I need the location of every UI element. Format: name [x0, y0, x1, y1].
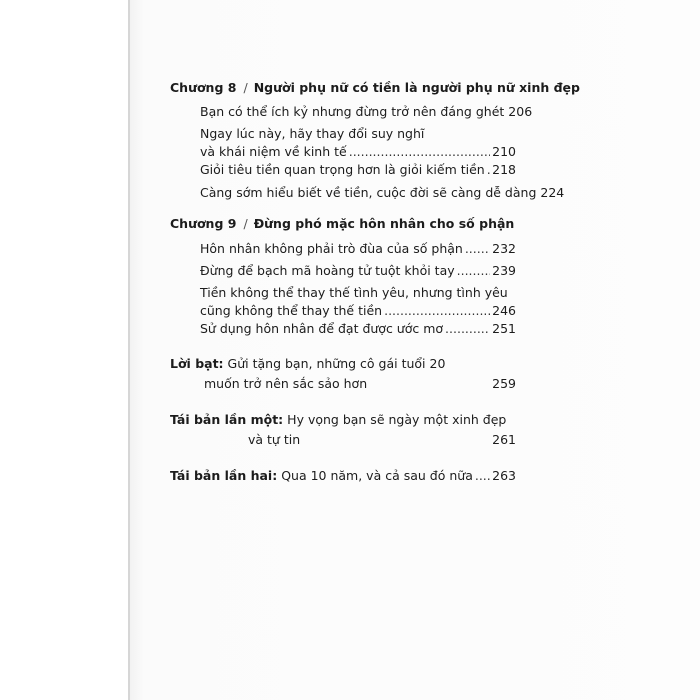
- section-label: Lời bạt:: [170, 356, 224, 371]
- chapter-heading: [170, 216, 514, 231]
- dot-leader: [487, 161, 490, 179]
- toc-entry: [200, 103, 533, 121]
- toc-entry: [200, 240, 516, 258]
- section-text: Gửi tặng bạn, những cô gái tuổi 20: [227, 356, 446, 371]
- page-number: 261: [492, 432, 516, 447]
- page-number: 206: [508, 104, 533, 119]
- entry-title: Đừng để bạch mã hoàng tử tuột khỏi tay: [200, 263, 455, 278]
- entry-title-line: Tiền không thể thay thế tình yêu, nhưng tình yêu: [200, 285, 508, 300]
- page-number: 251: [492, 321, 516, 336]
- entry-title-line: và khái niệm về kinh tế: [200, 144, 347, 159]
- section-label: Tái bản lần một:: [170, 412, 284, 427]
- slash-divider: /: [243, 80, 248, 95]
- page-number: 210: [492, 144, 516, 159]
- toc-section: [170, 466, 516, 486]
- toc-entry: [200, 184, 565, 202]
- chapter-heading: [170, 80, 580, 95]
- dot-leader: [384, 302, 490, 320]
- page-number: 218: [492, 162, 516, 177]
- toc-entry: [200, 284, 516, 320]
- entry-title-line: cũng không thể thay thế tiền: [200, 303, 383, 318]
- entry-title: Hôn nhân không phải trò đùa của số phận: [200, 241, 463, 256]
- toc-section: [170, 354, 516, 394]
- dot-leader: [349, 143, 490, 161]
- chapter-title: Người phụ nữ có tiền là người phụ nữ xinh đẹp: [253, 80, 580, 95]
- page-number: 232: [492, 241, 516, 256]
- toc-section: [170, 410, 516, 450]
- page-number: 224: [540, 185, 565, 200]
- section-text: và tự tin: [248, 432, 301, 447]
- chapter-number: Chương 8: [170, 80, 237, 95]
- dot-leader: [475, 466, 490, 486]
- toc-entry: [200, 161, 516, 179]
- page-number: 246: [492, 303, 516, 318]
- slash-divider: /: [243, 216, 248, 231]
- entry-title: Giỏi tiêu tiền quan trọng hơn là giỏi kiếm tiền: [200, 162, 485, 177]
- toc-entry: [200, 125, 516, 161]
- entry-title-line: Ngay lúc này, hãy thay đổi suy nghĩ: [200, 126, 425, 141]
- page-number: 259: [492, 376, 516, 391]
- section-text: muốn trở nên sắc sảo hơn: [204, 376, 368, 391]
- toc-entry: [200, 262, 516, 280]
- page-number: 239: [492, 263, 516, 278]
- section-label: Tái bản lần hai:: [170, 468, 278, 483]
- dot-leader: [457, 262, 491, 280]
- toc-entry: [200, 320, 516, 338]
- chapter-number: Chương 9: [170, 216, 237, 231]
- section-text: Qua 10 năm, và cả sau đó nữa: [281, 468, 473, 483]
- dot-leader: [445, 320, 490, 338]
- entry-title: Sử dụng hôn nhân để đạt được ước mơ: [200, 321, 444, 336]
- entry-title: Càng sớm hiểu biết về tiền, cuộc đời sẽ càng dễ dàng: [200, 185, 537, 200]
- chapter-title: Đừng phó mặc hôn nhân cho số phận: [253, 216, 515, 231]
- section-text: Hy vọng bạn sẽ ngày một xinh đẹp: [287, 412, 507, 427]
- entry-title: Bạn có thể ích kỷ nhưng đừng trở nên đáng ghét: [200, 104, 505, 119]
- dot-leader: [465, 240, 490, 258]
- page-number: 263: [492, 468, 516, 483]
